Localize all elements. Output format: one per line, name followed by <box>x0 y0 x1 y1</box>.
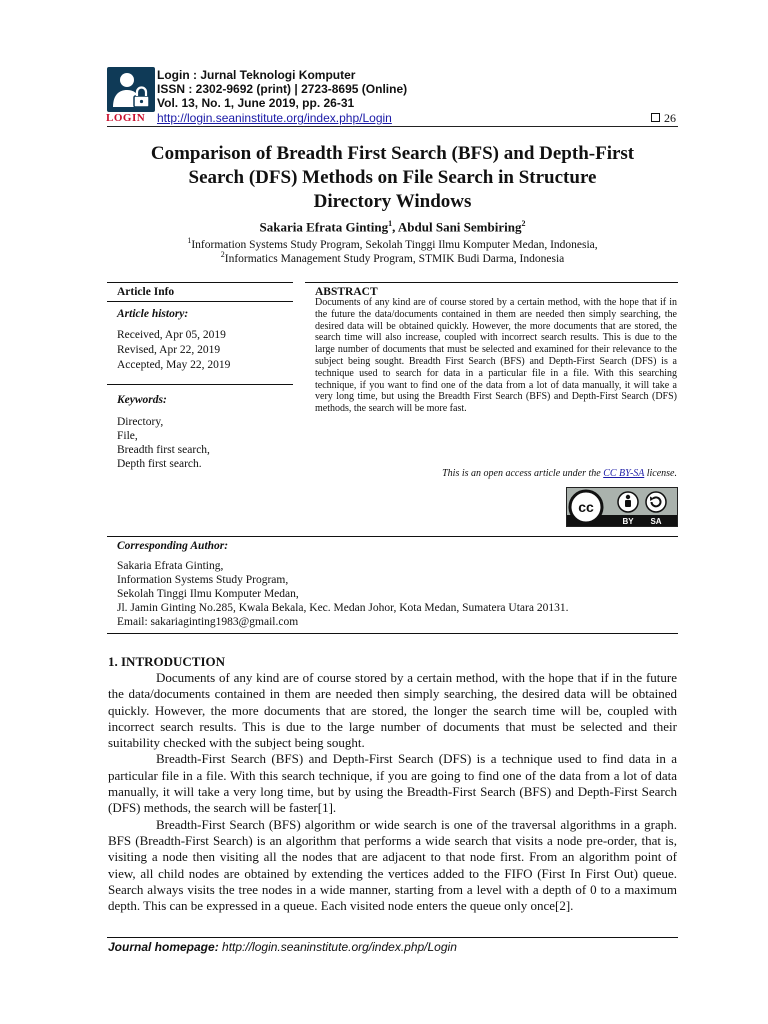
section-heading-introduction: 1. INTRODUCTION <box>108 654 226 669</box>
history-rule <box>107 384 293 385</box>
svg-text:cc: cc <box>578 499 594 515</box>
paper-title <box>107 142 678 214</box>
journal-url-link[interactable]: http://login.seaninstitute.org/index.php/Login <box>157 111 392 125</box>
homepage-url-link[interactable]: http://login.seaninstitute.org/index.php/Login <box>222 940 457 954</box>
author-name: Sakaria Efrata Ginting <box>259 219 389 235</box>
affiliation <box>107 250 678 265</box>
authors <box>107 219 678 235</box>
footer-rule <box>107 937 678 938</box>
title-line: Comparison of Breadth First Search (BFS) and Depth-First <box>150 143 635 164</box>
keyword: File, <box>117 430 138 442</box>
cc-sa-label: SA <box>650 517 662 526</box>
abstract-top-rule <box>305 282 678 283</box>
open-access-suffix: license. <box>644 468 677 479</box>
history-item: Accepted, May 22, 2019 <box>117 359 231 371</box>
author-name: Abdul Sani Sembiring <box>397 219 522 235</box>
corresponding-email: Email: sakariaginting1983@gmail.com <box>117 616 299 628</box>
keyword: Breadth first search, <box>117 444 210 456</box>
article-info-heading: Article Info <box>117 286 175 298</box>
author-sup: 2 <box>521 219 526 228</box>
introduction-body <box>108 670 677 914</box>
affiliation-sup: 1 <box>187 236 192 245</box>
affiliation <box>107 236 678 251</box>
page-number <box>651 111 676 126</box>
corresponding-details <box>117 559 568 629</box>
paragraph: Breadth-First Search (BFS) and Depth-First Search (DFS) is a technique used to find data in a particular file in a file. With this search technique, if you are going to find one of the data from a lot of data manually, it will take a very long time, but by using the Breadth-First Search (BFS) and Depth-First Search (DFS) methods, the search will be faster[1]. <box>108 751 677 816</box>
article-history-label: Article history: <box>117 308 189 320</box>
sa-share-icon <box>646 492 666 512</box>
keywords-label: Keywords: <box>117 394 167 406</box>
affiliation-text: Information Systems Study Program, Sekolah Tinggi Ilmu Komputer Medan, Indonesia, <box>191 238 598 251</box>
homepage-label: Journal homepage <box>108 940 215 954</box>
journal-name: Login : Jurnal Teknologi Komputer <box>157 68 356 82</box>
corresponding-rule <box>107 536 678 537</box>
article-info-top-rule <box>107 282 293 283</box>
corresponding-label: Corresponding Author: <box>117 540 229 552</box>
user-lock-icon <box>107 67 155 112</box>
article-info-rule <box>107 301 293 302</box>
logo-word: LOGIN <box>106 112 146 124</box>
issn: ISSN : 2302-9692 (print) | 2723-8695 (Online) <box>157 82 408 96</box>
author-separator: , <box>392 219 398 235</box>
square-icon <box>651 113 660 122</box>
header-divider <box>107 126 678 127</box>
cc-by-label: BY <box>622 517 634 526</box>
volume-info: Vol. 13, No. 1, June 2019, pp. 26-31 <box>157 96 355 110</box>
abstract-heading: ABSTRACT <box>315 286 378 298</box>
history-item: Received, Apr 05, 2019 <box>117 329 226 341</box>
paragraph: Documents of any kind are of course stored by a certain method, with the hope that if in the future the data/documents contained in them are needed then simply searching, the desired data will be obtained quickly. However, the more documents that are stored, the longer the search time will be, coupled with incorrect search results. This is due to the large number of documents that must be selected and their suitability checked with the subject being sought. <box>108 670 677 751</box>
corresponding-line: Information Systems Study Program, <box>117 574 289 586</box>
cc-license-badge[interactable] <box>566 487 678 527</box>
corresponding-line: Jl. Jamin Ginting No.285, Kwala Bekala, Kec. Medan Johor, Kota Medan, Sumatera Utara 20131. <box>117 602 569 614</box>
corresponding-bottom-rule <box>107 633 678 634</box>
keywords-list <box>117 415 210 471</box>
open-access-prefix: This is an open access article under the <box>442 468 604 479</box>
author-sup: 1 <box>388 219 393 228</box>
corresponding-line: Sakaria Efrata Ginting, <box>117 560 224 572</box>
license-link[interactable]: CC BY-SA <box>603 468 645 479</box>
page-number-value: 26 <box>664 111 676 125</box>
affiliation-text: Informatics Management Study Program, STMIK Budi Darma, Indonesia <box>224 252 565 265</box>
title-line: Search (DFS) Methods on File Search in Structure <box>188 167 597 188</box>
affiliation-sup: 2 <box>220 250 225 259</box>
corresponding-line: Sekolah Tinggi Ilmu Komputer Medan, <box>117 588 299 600</box>
history-item: Revised, Apr 22, 2019 <box>117 344 221 356</box>
open-access-note <box>315 468 677 479</box>
title-line: Directory Windows <box>313 191 472 212</box>
journal-homepage: Journal homepage: http://login.seaninstitute.org/index.php/Login <box>108 940 457 954</box>
keyword: Directory, <box>117 416 164 428</box>
article-history <box>117 328 230 373</box>
journal-logo <box>107 67 155 112</box>
keyword: Depth first search. <box>117 458 202 470</box>
abstract-text: Documents of any kind are of course stored by a certain method, with the hope that if in the future the data/documents contained in them are needed then simply searching, the desired data will be obtained quickly. However, the more documents that are stored, the search time will also increase, coupled with incorrect search results. This is due to the large number of documents that must be selected and examined for their relevance to the subject being sought. Breadth First Search (BFS) and Depth-First Search (DFS) is a technique used to search for data in a particular file in a file. With this searching technique, if you want to find one of the data from a lot of data manually, it will take a very long time, but using the Breadth First Search (BFS) and Depth-First Search (DFS) methods, the search will be more fast. <box>315 297 677 415</box>
paragraph: Breadth-First Search (BFS) algorithm or wide search is one of the traversal algorithms in a graph. BFS (Breadth-First Search) is an algorithm that performs a wide search that visits a node pre-order, that is, visiting a node then visiting all the nodes that are adjacent to that node first. From an algorithm point of view, all child nodes are obtained by extending the vertices added to the FIFO (First In First Out) queue. Search always visits the tree nodes in a wide manner, starting from a level with a depth of 0 to a maximum depth. This can be expressed in a queue. Each visited node enters the queue only once[2]. <box>108 816 677 914</box>
